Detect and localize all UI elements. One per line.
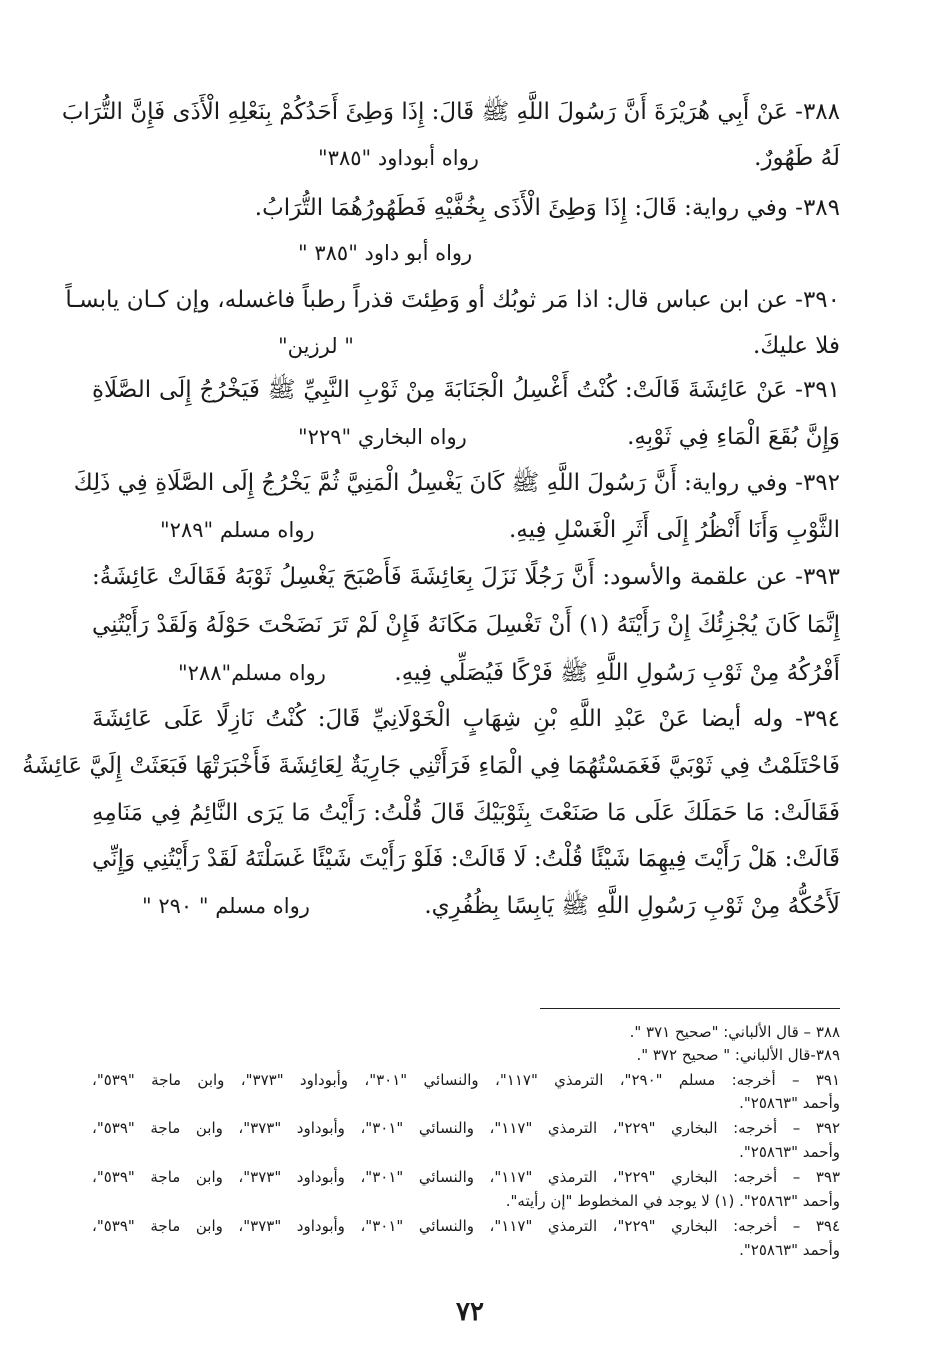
hadith-393-line-1: ٣٩٣- عن علقمة والأسود: أَنَّ رَجُلًا نَزَلَ بِعَائِشَةَ فَأَصْبَحَ يَغْسِلُ ثَوْبَهُ فَقَالَتْ عَائِشَةُ:: [92, 564, 840, 590]
footnote-separator: [540, 1008, 840, 1009]
hadith-394-line-2: فَاحْتَلَمْتُ فِي ثَوْبَيَّ فَغَمَسْتُهُمَا فِي الْمَاءِ فَرَأَتْنِي جَارِيَةٌ لِعَائِشَةَ فَأَخْبَرَتْهَا فَبَعَثَتْ إِلَيَّ عَائِشَةُ: [22, 753, 840, 779]
hadith-393-source: رواه مسلم"٢٨٨": [178, 661, 326, 685]
hadith-390-line-1: ٣٩٠- عن ابن عباس قال: اذا مَر ثوبُك أو وَطِئتَ قذراً رطباً فاغسله، وإن كـان يابسـاً: [65, 287, 840, 313]
hadith-388-line-1: ٣٨٨- عَنْ أَبِي هُرَيْرَةَ أَنَّ رَسُولَ اللَّهِ ﷺ قَالَ: إِذَا وَطِئَ أَحَدُكُمْ بِنَعْلِهِ الْأَذَى فَإِنَّ التُّرَابَ: [61, 99, 840, 125]
hadith-394-source: رواه مسلم " ٢٩٠ ": [142, 894, 310, 918]
hadith-394-line-1: ٣٩٤- وله أيضا عَنْ عَبْدِ اللَّهِ بْنِ شِهَابٍ الْخَوْلَانِيِّ قَالَ: كُنْتُ نَازِلًا عَلَى عَائِشَةَ: [92, 706, 840, 732]
hadith-391-line-1: ٣٩١- عَنْ عَائِشَةَ قَالَتْ: كُنْتُ أَغْسِلُ الْجَنَابَةَ مِنْ ثَوْبِ النَّبِيِّ ﷺ فَيَخْرُجُ إِلَى الصَّلَاةِ: [92, 377, 840, 403]
hadith-390-source: " لرزين": [278, 334, 354, 358]
hadith-393-line-2: إِنَّمَا كَانَ يُجْزِئُكَ إِنْ رَأَيْتَهُ (١) أَنْ تَغْسِلَ مَكَانَهُ فَإِنْ لَمْ تَرَ نَضَحْتَ حَوْلَهُ وَلَقَدْ رَأَيْتُنِي: [92, 612, 840, 638]
hadith-390-line-2: فلا عليكَ.: [752, 333, 840, 359]
hadith-388-line-2: لَهُ طَهُورٌ.: [754, 145, 840, 171]
hadith-394-line-3: فَقَالَتْ: مَا حَمَلَكَ عَلَى مَا صَنَعْتَ بِثَوْبَيْكَ قَالَ قُلْتُ: رَأَيْتُ مَا يَرَى النَّائِمُ فِي مَنَامِهِ: [92, 800, 840, 826]
hadith-394-line-4: قَالَتْ: هَلْ رَأَيْتَ فِيهِمَا شَيْئًا قُلْتُ: لَا قَالَتْ: فَلَوْ رَأَيْتَ شَيْئًا غَسَلْتَهُ لَقَدْ رَأَيْتُنِي وَإِنِّي: [92, 846, 840, 872]
footnote-391-line-1: ٣٩١ – أخرجه: مسلم "٢٩٠"، الترمذي "١١٧"، والنسائي "٣٠١"، وأبوداود "٣٧٣"، وابن ماجة "٥٣٩"،: [92, 1071, 841, 1089]
hadith-392-line-1: ٣٩٢- وفي رواية: أَنَّ رَسُولَ اللَّهِ ﷺ كَانَ يَغْسِلُ الْمَنِيَّ ثُمَّ يَخْرُجُ إِلَى الصَّلَاةِ فِي ذَلِكَ: [73, 470, 840, 496]
hadith-391-source: رواه البخاري "٢٢٩": [298, 425, 467, 449]
hadith-392-line-2: الثَّوْبِ وَأَنَا أَنْظُرُ إِلَى أَثَرِ الْغَسْلِ فِيهِ.: [508, 517, 840, 543]
footnote-393-line-1: ٣٩٣ – أخرجه: البخاري "٢٢٩"، الترمذي "١١٧"، والنسائي "٣٠١"، وأبوداود "٣٧٣"، وابن ماجة "٥٣٩"،: [92, 1168, 840, 1186]
footnote-389: ٣٨٩-قال الألباني: " صحيح ٣٧٢ ".: [636, 1046, 840, 1064]
hadith-393-line-3: أَفْرُكُهُ مِنْ ثَوْبِ رَسُولِ اللَّهِ ﷺ فَرْكًا فَيُصَلِّي فِيهِ.: [394, 660, 840, 686]
page-number: ٧٢: [456, 1297, 484, 1327]
footnote-394-line-2: وأحمد "٢٥٨٦٣".: [739, 1241, 840, 1259]
hadith-389-line-1: ٣٨٩- وفي رواية: قَالَ: إِذَا وَطِئَ الْأَذَى بِخُفَّيْهِ فَطَهُورُهُمَا التُّرَابُ.: [254, 195, 840, 221]
footnote-392-line-1: ٣٩٢ – أخرجه: البخاري "٢٢٩"، الترمذي "١١٧"، والنسائي "٣٠١"، وأبوداود "٣٧٣"، وابن ماجة "٥٣٩"،: [92, 1119, 840, 1137]
hadith-392-source: رواه مسلم "٢٨٩": [160, 518, 315, 542]
hadith-389-source: رواه أبو داود "٣٨٥ ": [298, 241, 473, 265]
hadith-388-source: رواه أبوداود "٣٨٥": [318, 146, 479, 170]
footnote-392-line-2: وأحمد "٢٥٨٦٣".: [739, 1143, 840, 1161]
footnote-394-line-1: ٣٩٤ – أخرجه: البخاري "٢٢٩"، الترمذي "١١٧"، والنسائي "٣٠١"، وأبوداود "٣٧٣"، وابن ماجة "٥٣٩"،: [92, 1217, 840, 1235]
footnote-388: ٣٨٨ – قال الألباني: "صحيح ٣٧١ ".: [629, 1023, 840, 1041]
hadith-391-line-2: وَإِنَّ بُقَعَ الْمَاءِ فِي ثَوْبِهِ.: [627, 424, 840, 450]
footnote-393-line-2: وأحمد "٢٥٨٦٣". (١) لا يوجد في المخطوط "إن رأيته".: [505, 1192, 840, 1210]
hadith-394-line-5: لَأَحُكُّهُ مِنْ ثَوْبِ رَسُولِ اللَّهِ ﷺ يَابِسًا بِظُفُرِي.: [424, 893, 840, 919]
footnote-391-line-2: وأحمد "٢٥٨٦٣".: [739, 1094, 840, 1112]
